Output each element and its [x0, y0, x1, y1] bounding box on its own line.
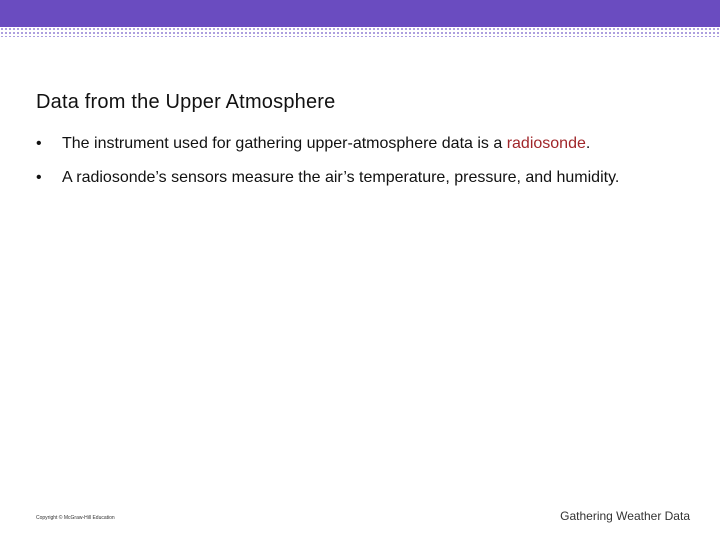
bullet-text-before: The instrument used for gathering upper-atmosphere data is a — [62, 135, 507, 152]
copyright-text: Copyright © McGraw-Hill Education — [36, 515, 115, 521]
radiosonde-highlight: radiosonde — [506, 135, 586, 152]
bullet-marker: • — [36, 135, 42, 152]
bullet-list — [36, 133, 676, 201]
bullet-item-instrument — [36, 133, 676, 155]
bullet-text: A radiosonde’s sensors measure the air’s temperature, pressure, and humidity. — [62, 169, 620, 186]
header-dotted-band — [0, 27, 720, 37]
bullet-item-sensors — [36, 167, 676, 189]
slide-title: Data from the Upper Atmosphere — [36, 91, 336, 113]
header-bar — [0, 0, 720, 27]
footer-title: Gathering Weather Data — [560, 509, 690, 523]
bullet-marker: • — [36, 169, 42, 186]
bullet-text-after: . — [585, 135, 591, 152]
